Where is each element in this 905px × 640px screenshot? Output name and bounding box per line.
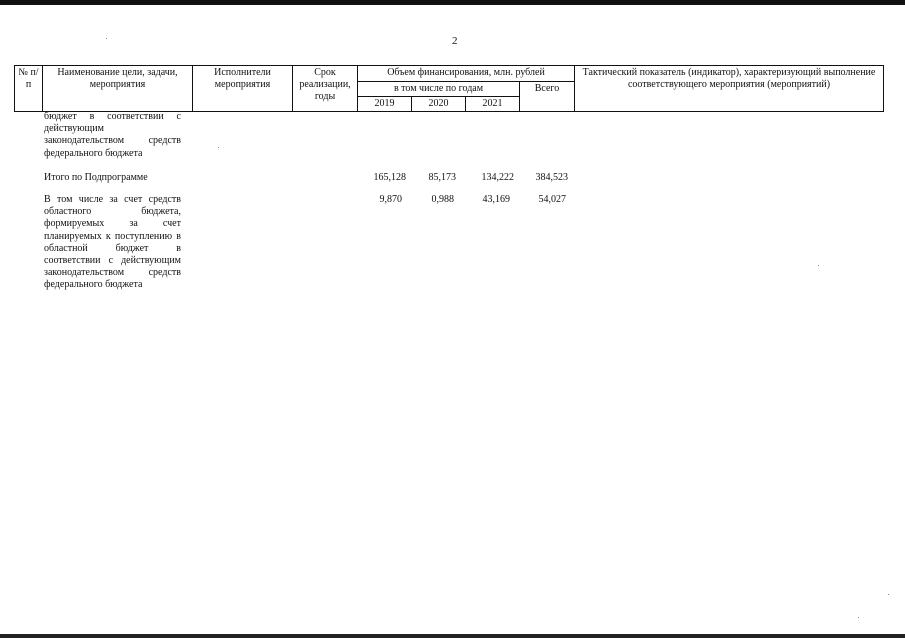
- header-including: в том числе по годам: [358, 82, 520, 97]
- header-number: № п/п: [15, 66, 43, 112]
- regional-2021: 43,169: [482, 194, 510, 205]
- row-name-regional: В том числе за счет средств областного бюджета, формируемых за счет планируемых к поступлению в областной бюджет в соответствии с действующим законодательством средств федерального бюджета: [44, 194, 181, 291]
- header-volume: Объем финансирования, млн. рублей: [358, 66, 575, 82]
- header-year-2019: 2019: [358, 97, 412, 112]
- scan-speck: [818, 265, 819, 266]
- header-year-2020: 2020: [412, 97, 466, 112]
- scan-speck: [858, 617, 859, 618]
- total-2021: 134,222: [481, 172, 514, 183]
- row-name-total: Итого по Подпрограмме: [44, 172, 148, 183]
- header-term: Срок реализации, годы: [293, 66, 358, 112]
- scan-speck: [888, 594, 889, 595]
- regional-all: 54,027: [538, 194, 566, 205]
- header-executors: Исполнители мероприятия: [193, 66, 293, 112]
- regional-2020: 0,988: [431, 194, 454, 205]
- header-indicator: Тактический показатель (индикатор), характеризующий выполнение соответствующего мероприятия (мероприятий): [575, 66, 884, 112]
- scan-speck: [106, 38, 107, 39]
- bottom-border: [0, 634, 905, 638]
- header-name: Наименование цели, задачи, мероприятия: [43, 66, 193, 112]
- scan-speck: [218, 147, 219, 148]
- total-2020: 85,173: [428, 172, 456, 183]
- header-year-2021: 2021: [466, 97, 520, 112]
- table-header: [14, 65, 884, 112]
- top-border: [0, 0, 905, 5]
- row-name: бюджет в соответствии с действующим законодательством средств федерального бюджета: [44, 111, 181, 159]
- total-2019: 165,128: [373, 172, 406, 183]
- page-number: 2: [452, 35, 458, 47]
- header-total: Всего: [520, 82, 575, 112]
- total-all: 384,523: [535, 172, 568, 183]
- regional-2019: 9,870: [379, 194, 402, 205]
